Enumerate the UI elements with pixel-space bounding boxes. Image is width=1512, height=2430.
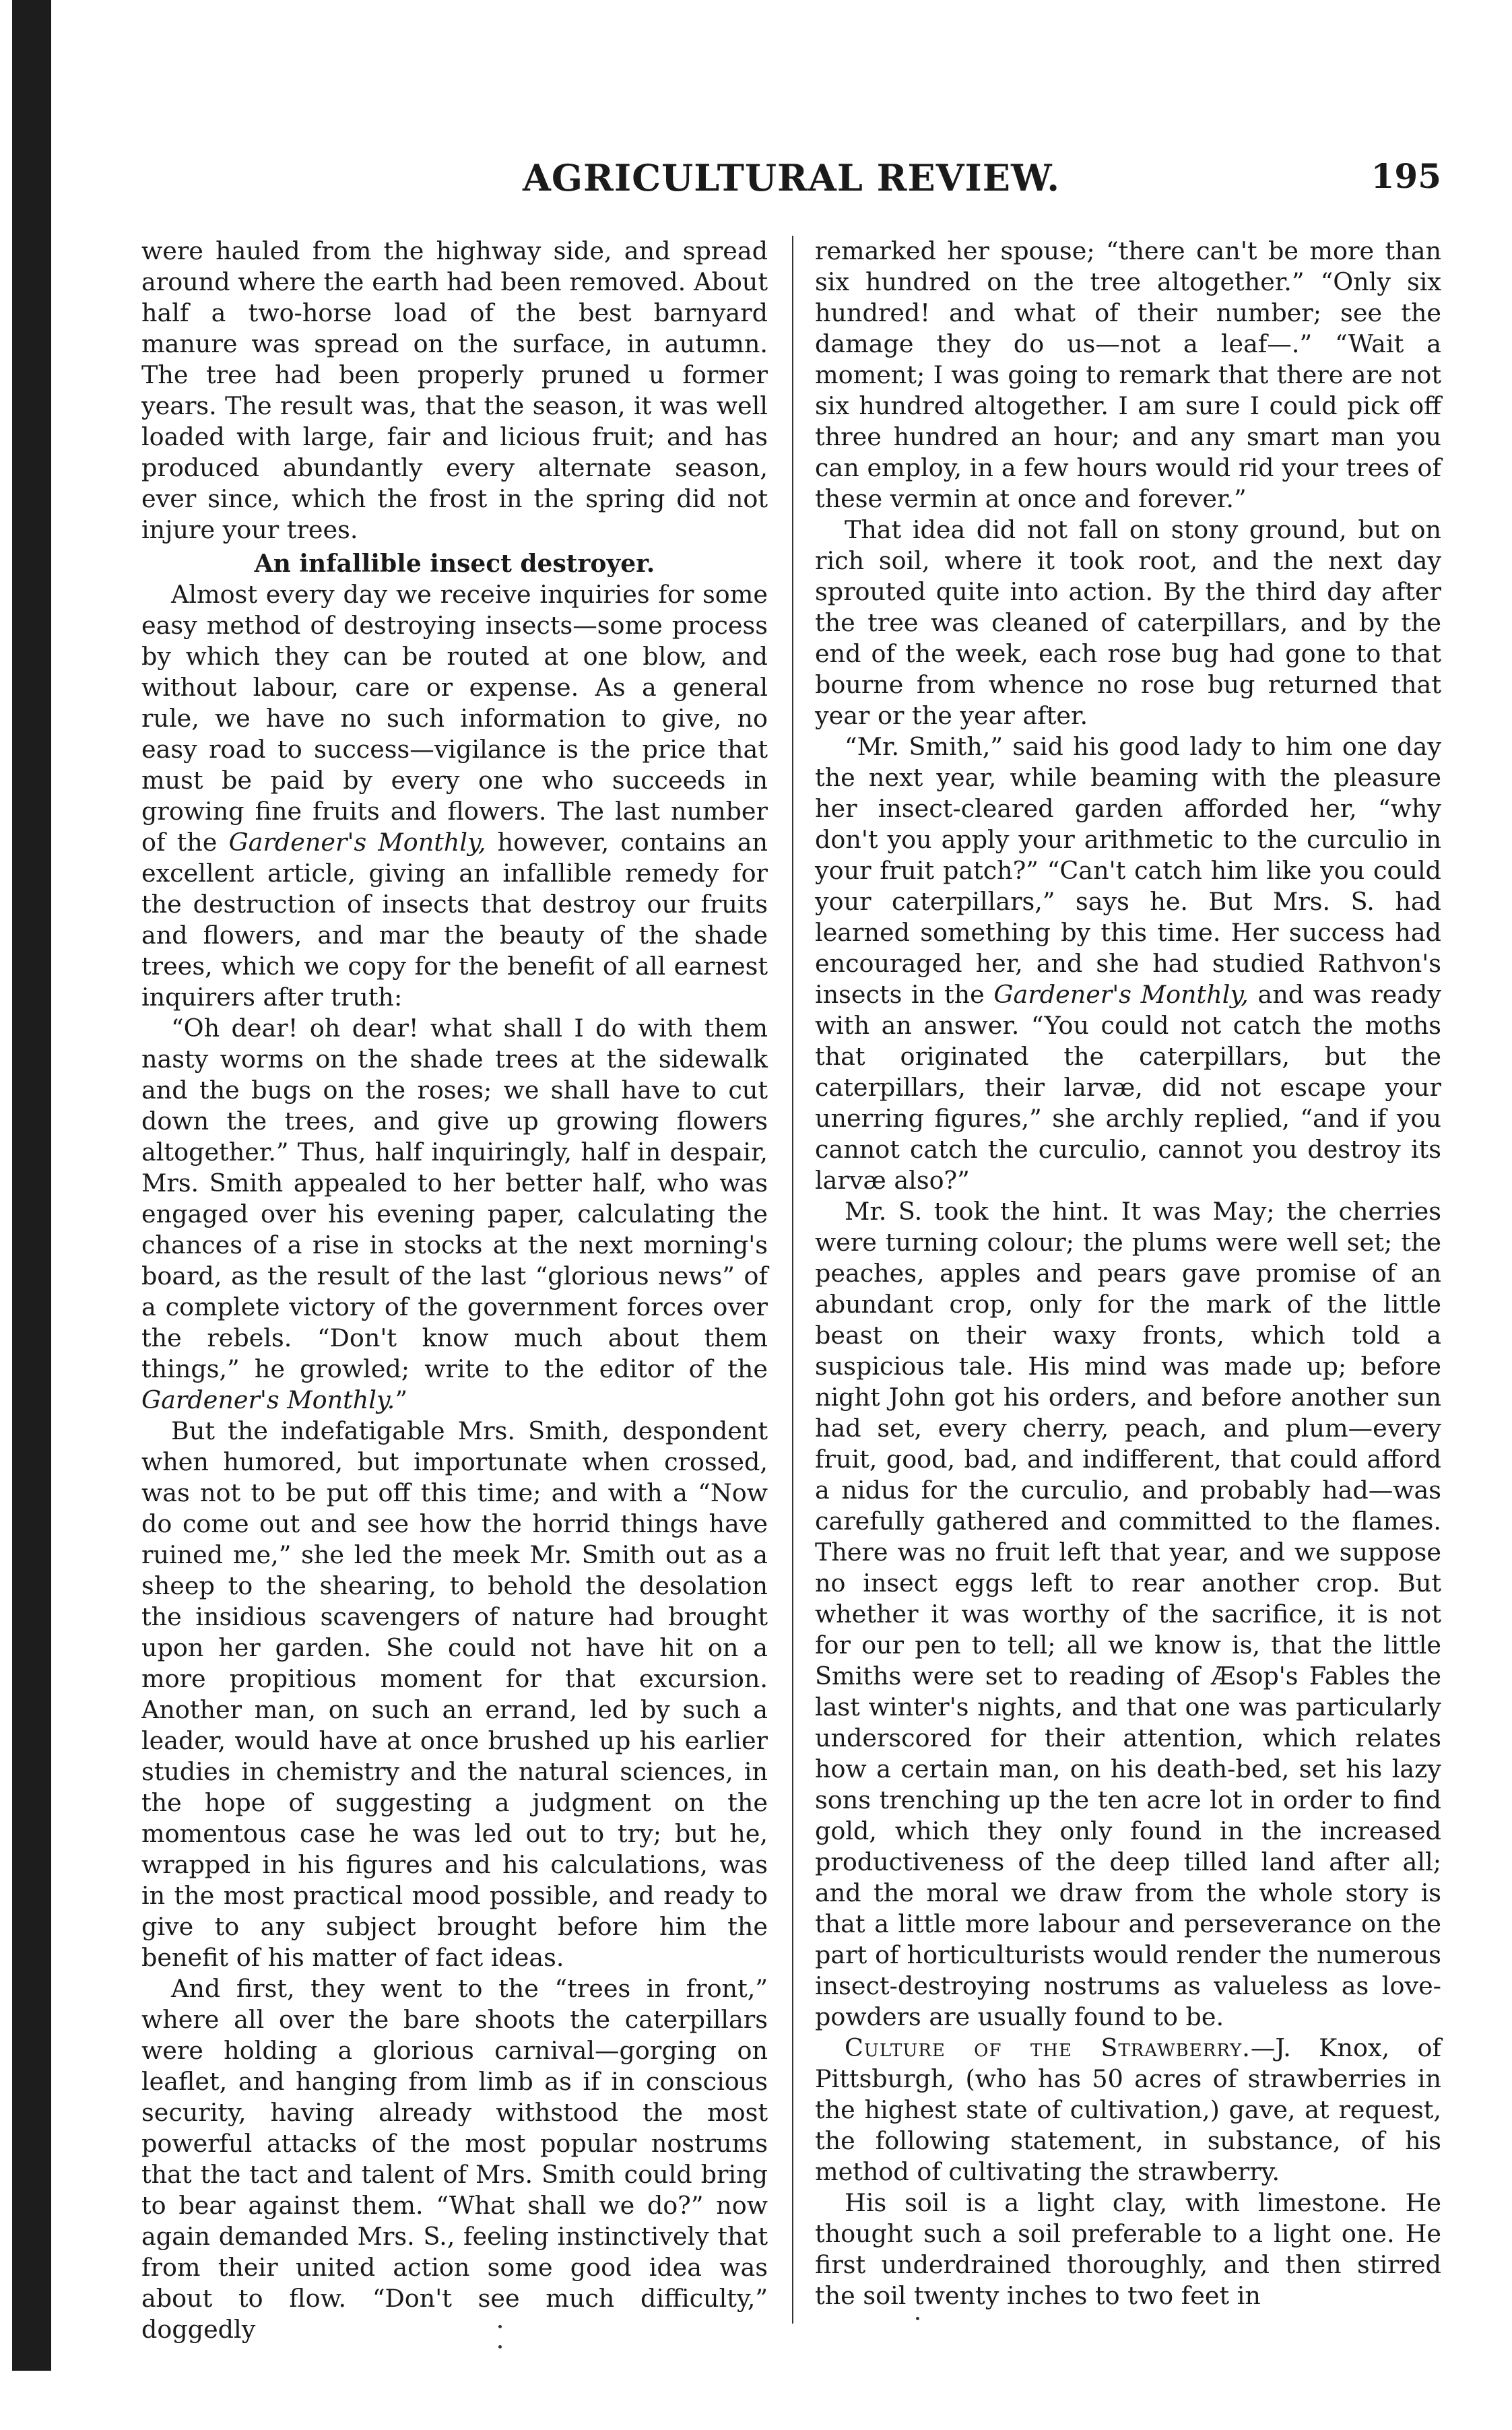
paragraph [141,579,768,1013]
section-lead-in: Culture of the Strawberry. [845,2033,1251,2062]
paragraph-text: and was ready with an answer. “You could not catch the moths that originated the caterpillars, but the caterpillars, their larvæ, did not escape your unerring figures,” she archly replied, “and if you cannot catch the curculio, cannot you destroy its larvæ also?” [815,980,1441,1195]
text-columns [141,236,1441,2344]
paragraph-text: however, contains an excellent article, giving an infallible remedy for the destruction of insects that destroy our fruits and flowers, and mar the beauty of the shade trees, which we copy for the benefit of all earnest inquirers after truth: [141,828,768,1012]
paragraph: remarked her spouse; “there can't be more than six hundred on the tree altogether.” “Only six hundred! and what of their number; see the damage they do us—not a leaf—.” “Wait a moment; I was going to remark that there are not six hundred altogether. I am sure I could pick off three hundred an hour; and any smart man you can employ, in a few hours would rid your trees of these vermin at once and forever.” [815,236,1441,513]
paragraph: But the indefatigable Mrs. Smith, despondent when humored, but importunate when crossed, was not to be put off this time; and with a “Now do come out and see how the horrid things have ruined me,” she led the meek Mr. Smith out as a sheep to the shearing, to behold the desolation the insidious scavengers of nature had brought upon her garden. She could not have hit on a more propitious moment for that excursion. Another man, on such an errand, led by such a leader, would have at once brushed up his earlier studies in chemistry and the natural sciences, in the hope of suggesting a judgment on the momentous case he was led out to try; but he, wrapped in his figures and his calculations, was in the most practical mood possible, and ready to give to any subject brought before him the benefit of his matter of fact ideas. [141,1416,768,1972]
page-title: AGRICULTURAL REVIEW. [523,156,1060,199]
paragraph-text: —J. Knox, of Pittsburgh, (who has 50 acres of strawberries in the highest state of cultivation,) gave, at request, the following statement, in substance, of his method of cultivating the strawberry. [815,2033,1441,2186]
paragraph: And first, they went to the “trees in front,” where all over the bare shoots the caterpillars were holding a glorious carnival—gorging on leaflet, and hanging from limb as if in conscious security, having already withstood the most powerful attacks of the most popular nostrums that the tact and talent of Mrs. Smith could bring to bear against them. “What shall we do?” now again demanded Mrs. S., feeling instinctively that from their united action some good idea was about to flow. “Don't see much difficulty,” doggedly [141,1974,768,2344]
paragraph: were hauled from the highway side, and spread around where the earth had been removed. About half a two-horse load of the best barnyard manure was spread on the surface, in autumn. The tree had been properly pruned u former years. The result was, that the season, it was well loaded with large, fair and licious fruit; and has produced abundantly every alternate season, ever since, which the frost in the spring did not injure your trees. [141,236,768,544]
paragraph-text: “Mr. Smith,” said his good lady to him one day the next year, while beaming with the pleasure her insect-cleared garden afforded her, “why don't you apply your arithmetic to the curculio in your fruit patch?” “Can't catch him like you could your caterpillars,” says he. But Mrs. S. had learned something by this time. Her success had encouraged her, and she had studied Rathvon's insects in the [815,732,1441,1009]
paragraph [815,2033,1441,2188]
right-column [815,236,1441,2311]
print-speck [498,2325,502,2328]
journal-title: Gardener's Monthly. [141,1385,395,1414]
paragraph: Mr. S. took the hint. It was May; the cherries were turning colour; the plums were well set; the peaches, apples and pears gave promise of an abundant crop, only for the mark of the little beast on their waxy fronts, which told a suspicious tale. His mind was made up; before night John got his orders, and before another sun had set, every cherry, peach, and plum—every fruit, good, bad, and indifferent, that could afford a nidus for the curculio, and probably had—was carefully gathered and committed to the flames. There was no fruit left that year, and we suppose no insect eggs left to rear another crop. But whether it was worthy of the sacrifice, it is not for our pen to tell; all we know is, that the little Smiths were set to reading of Æsop's Fables the last winter's nights, and that one was particularly underscored for their attention, which relates how a certain man, on his death-bed, set his lazy sons trenching up the ten acre lot in order to find gold, which they only found in the increased productiveness of the deep tilled land after all; and the moral we draw from the whole story is that a little more labour and perseverance on the part of horticulturists would render the numerous insect-destroying nostrums as valueless as love-powders are usually found to be. [815,1197,1441,2031]
journal-title: Gardener's Monthly, [228,828,486,857]
running-header [141,156,1441,210]
print-speck [498,2345,502,2349]
paragraph: His soil is a light clay, with limestone. He thought such a soil preferable to a light one. He first underdrained thoroughly, and then stirred the soil twenty inches to two feet in [815,2188,1441,2310]
paragraph [815,731,1441,1196]
left-column [141,236,768,2345]
paragraph-text: ” [395,1385,408,1414]
paragraph: That idea did not fall on stony ground, but on rich soil, where it took root, and the next day sprouted quite into action. By the third day after the tree was cleaned of caterpillars, and by the end of the week, each rose bug had gone to that bourne from whence no rose bug returned that year or the year after. [815,515,1441,730]
section-heading: An infallible insect destroyer. [254,550,655,578]
page-number: 195 [1371,156,1441,196]
paragraph [141,1013,768,1416]
book-page [141,101,1441,2344]
paragraph-text: “Oh dear! oh dear! what shall I do with them nasty worms on the shade trees at the sidewalk and the bugs on the roses; we shall have to cut down the trees, and give up growing flowers altogether.” Thus, half inquiringly, half in despair, Mrs. Smith appealed to her better half, who was engaged over his evening paper, calculating the chances of a rise in stocks at the next morning's board, as the result of the last “glorious news” of a complete victory of the government forces over the rebels. “Don't know much about them things,” he growled; write to the editor of the [141,1014,768,1383]
binding-edge [12,0,51,2371]
journal-title: Gardener's Monthly, [993,980,1249,1009]
column-divider [792,236,793,2324]
paragraph-text: Almost every day we receive inquiries for some easy method of destroying insects—some process by which they can be routed at one blow, and without labour, care or expense. As a general rule, we have no such information to give, no easy road to success—vigilance is the price that must be paid by every one who succeeds in growing fine fruits and flowers. The last number of the [141,580,768,857]
print-speck [916,2317,919,2320]
